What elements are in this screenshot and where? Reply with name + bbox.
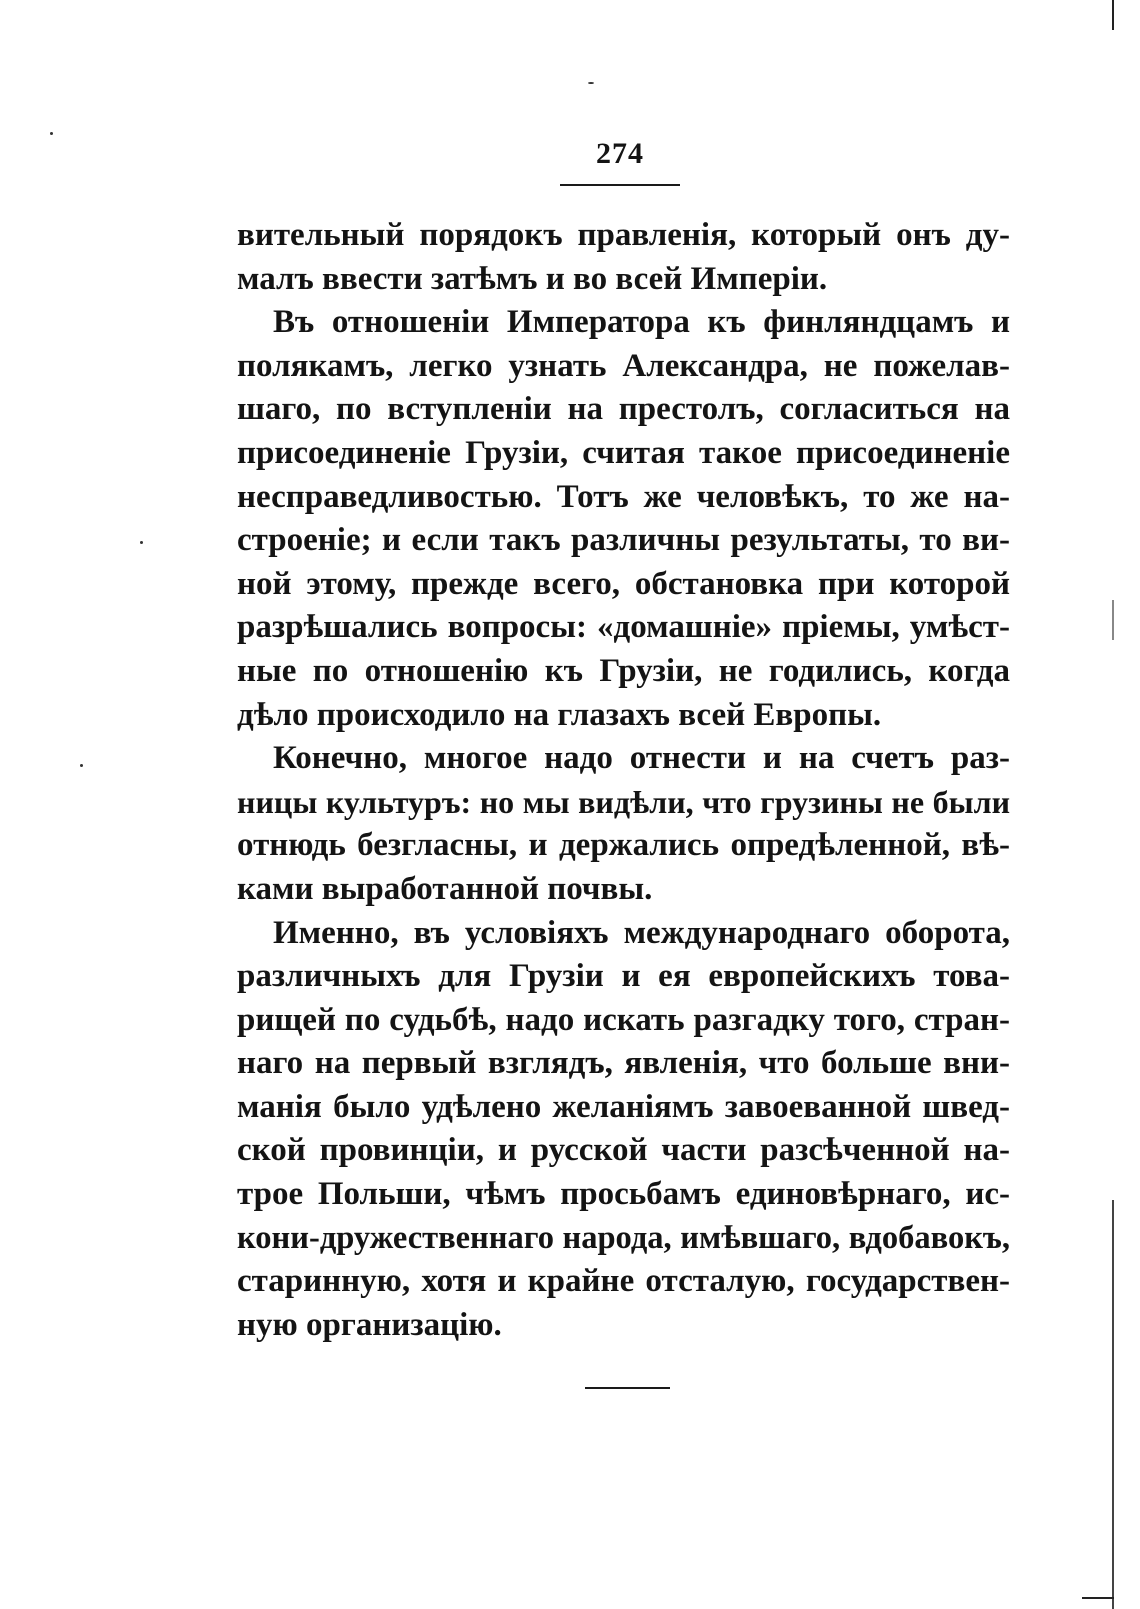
text-line: строеніе; и если такъ различны результаты, то ви- bbox=[237, 522, 1010, 559]
text-line: Именно, въ условіяхъ международнаго оборота, bbox=[273, 914, 1010, 951]
text-line: дѣло происходило на глазахъ всей Европы. bbox=[237, 696, 882, 733]
text-line: присоединеніе Грузіи, считая такое присоединеніе bbox=[237, 434, 1010, 471]
text-line: ницы культуръ: но мы видѣли, что грузины не были bbox=[237, 783, 1010, 820]
text-line: различныхъ для Грузіи и ея европейскихъ това- bbox=[237, 958, 1010, 995]
text-line: разрѣшались вопросы: «домашніе» пріемы, умѣст- bbox=[237, 609, 1010, 646]
text-line: Въ отношеніи Императора къ финляндцамъ и bbox=[273, 304, 1010, 341]
text-line: малъ ввести затѣмъ и во всей Имперіи. bbox=[237, 260, 828, 297]
page-number: 274 bbox=[596, 137, 644, 170]
end-rule bbox=[585, 1387, 670, 1389]
text-line: старинную, хотя и крайне отсталую, государствен- bbox=[237, 1263, 1010, 1300]
paragraph bbox=[237, 301, 1010, 737]
text-line: рищей по судьбѣ, надо искать разгадку того, стран- bbox=[237, 1001, 1010, 1038]
text-line: полякамъ, легко узнать Александра, не пожелав- bbox=[237, 347, 1010, 384]
print-speck bbox=[588, 82, 594, 84]
paragraph bbox=[237, 912, 1010, 1348]
print-speck bbox=[80, 764, 83, 767]
text-line: вительный порядокъ правленія, который онъ ду- bbox=[237, 217, 1010, 253]
page-corner-mark bbox=[1082, 1597, 1114, 1599]
text-line: наго на первый взглядъ, явленія, что больше вни- bbox=[237, 1045, 1010, 1082]
text-line: отнюдь безгласны, и держались опредѣленной, вѣ- bbox=[237, 827, 1010, 864]
text-line: ской провинціи, и русской части разсѣченной на- bbox=[237, 1132, 1010, 1169]
text-line: несправедливостью. Тотъ же человѣкъ, то же на- bbox=[237, 478, 1010, 515]
text-line: манія было удѣлено желаніямъ завоеванной швед- bbox=[237, 1088, 1010, 1125]
text-line: ками выработанной почвы. bbox=[237, 870, 653, 907]
text-line: Конечно, многое надо отнести и на счетъ раз- bbox=[273, 740, 1010, 777]
paragraph bbox=[237, 214, 1010, 301]
print-speck bbox=[140, 541, 143, 544]
text-line: шаго, по вступленіи на престолъ, согласиться на bbox=[237, 391, 1010, 428]
text-line: ной этому, прежде всего, обстановка при которой bbox=[237, 565, 1010, 602]
text-line: ные по отношенію къ Грузіи, не годились, когда bbox=[237, 652, 1010, 689]
body-text bbox=[237, 214, 1010, 1347]
text-line: кони-дружественнаго народа, имѣвшаго, вдобавокъ, bbox=[237, 1219, 1010, 1256]
print-speck bbox=[50, 132, 53, 135]
text-line: трое Польши, чѣмъ просьбамъ единовѣрнаго, ис- bbox=[237, 1176, 1010, 1213]
header-rule bbox=[560, 184, 680, 186]
paragraph bbox=[237, 737, 1010, 911]
text-line: ную организацію. bbox=[237, 1306, 502, 1343]
page-edge-mark bbox=[1112, 0, 1114, 1609]
